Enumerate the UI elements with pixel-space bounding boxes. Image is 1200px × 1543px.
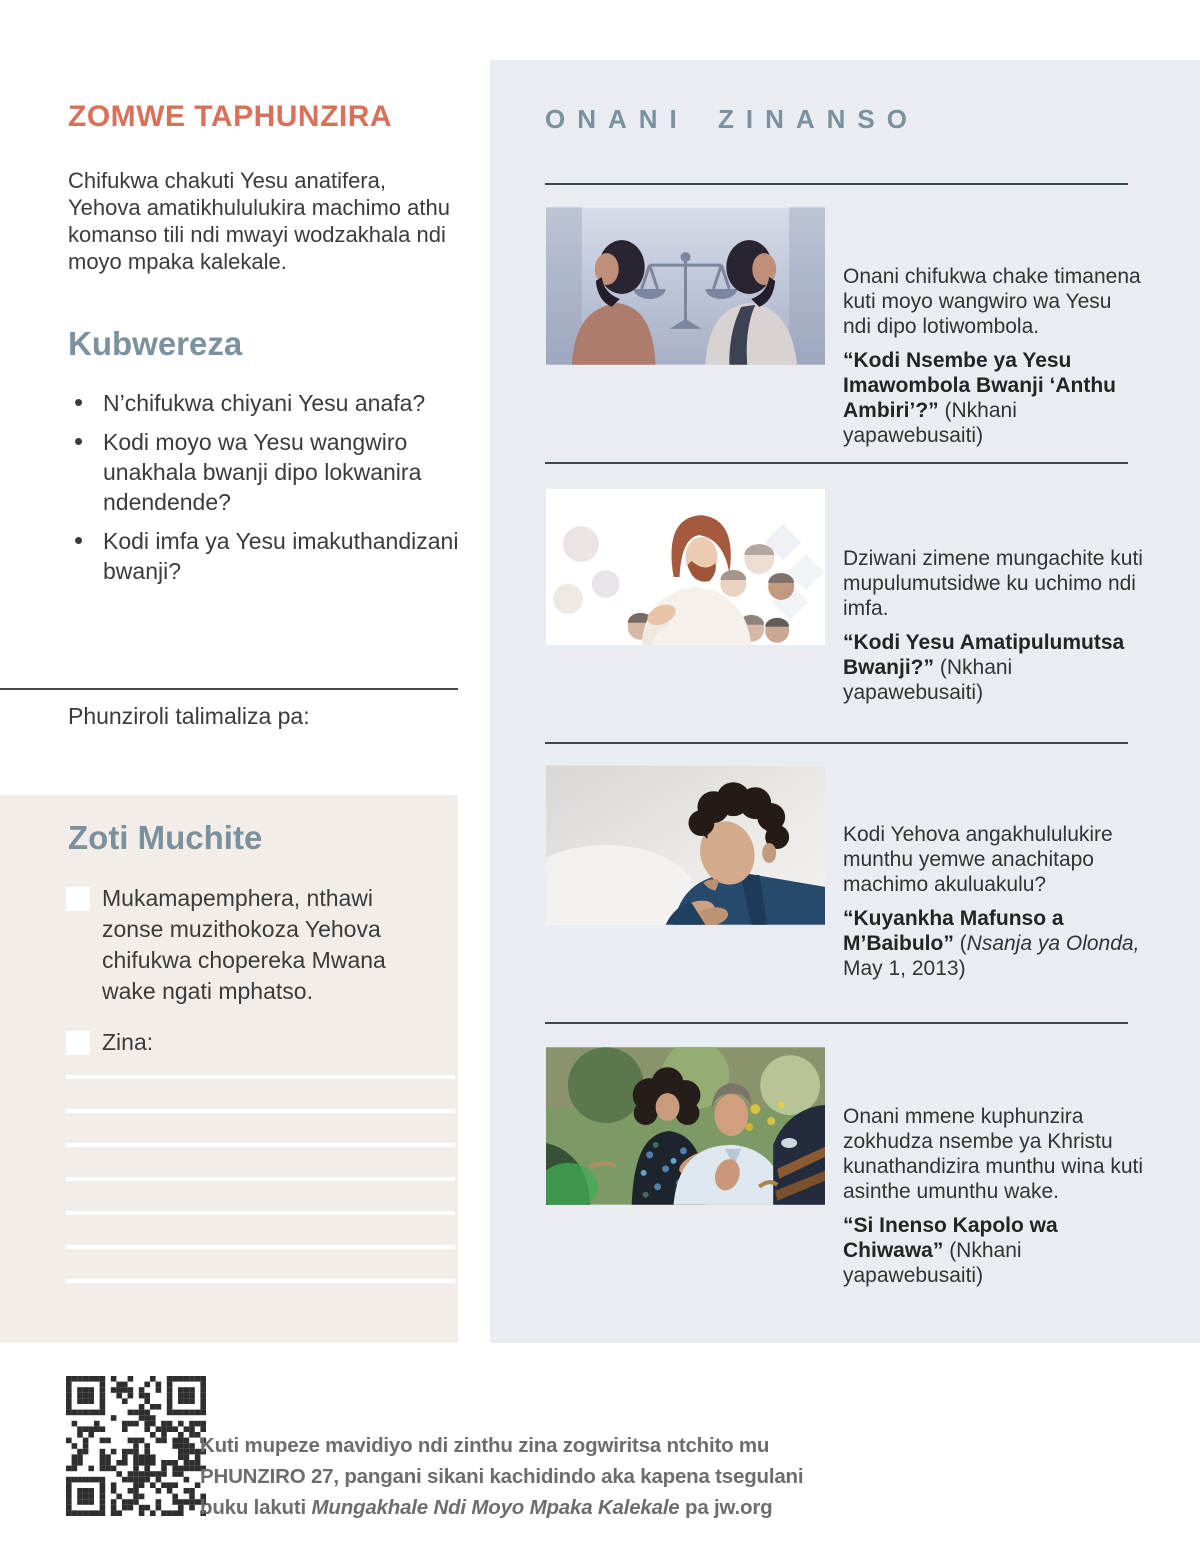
answer-line[interactable]: [66, 1279, 455, 1283]
item-description: Kodi Yehova angakhululukire munthu yemwe anachitapo machimo akuluakulu?: [843, 823, 1113, 896]
action-item-text: Zina:: [102, 1029, 154, 1055]
action-box-heading: Zoti Muchite: [68, 819, 263, 856]
lesson-summary-text: Chifukwa chakuti Yesu anatifera, Yehova amatikhululukira machimo athu komanso tili ndi mwayi wodzakhala ndi moyo mpaka kalekale.: [68, 168, 450, 274]
answer-line[interactable]: [66, 1109, 455, 1113]
completion-date-label: Phunziroli talimaliza pa:: [68, 703, 310, 729]
see-also-item: [843, 1104, 1145, 1288]
review-question: • N’chifukwa chiyani Yesu anafa?: [68, 388, 460, 418]
item-description: Onani chifukwa chake timanena kuti moyo wangwiro wa Yesu ndi dipo lotiwombola.: [843, 265, 1141, 338]
action-box: [0, 795, 458, 1343]
answer-line[interactable]: [66, 1143, 455, 1147]
item-description: Dziwani zimene mungachite kuti mupulumutsidwe ku uchimo ndi imfa.: [843, 547, 1143, 620]
left-divider: [0, 688, 458, 690]
qr-code-icon: [66, 1376, 206, 1516]
answer-line[interactable]: [66, 1075, 455, 1079]
section-divider: [545, 742, 1128, 744]
lesson-summary-heading: ZOMWE TAPHUNZIRA: [68, 100, 393, 133]
item-description: Onani mmene kuphunzira zokhudza nsembe ya Khristu kunathandizira munthu wina kuti asinthe umunthu wake.: [843, 1105, 1144, 1203]
see-also-heading: ONANI ZINANSO: [545, 104, 919, 134]
item-title: “Kodi Nsembe ya Yesu Imawombola Bwanji ‘Anthu Ambiri’?” (Nkhani yapawebusaiti): [843, 349, 1117, 447]
review-heading: Kubwereza: [68, 325, 243, 362]
section-divider: [545, 462, 1128, 464]
review-question: • Kodi imfa ya Yesu imakuthandizani bwanji?: [68, 526, 460, 586]
answer-line[interactable]: [66, 1245, 455, 1249]
see-also-item: [843, 264, 1145, 448]
review-question: • Kodi moyo wa Yesu wangwiro unakhala bwanji dipo lokwanira ndendende?: [68, 427, 460, 517]
action-item-text: Mukamapemphera, nthawi zonse muzithokoza Yehova chifukwa chopereka Mwana wake ngati mphatso.: [102, 885, 386, 1004]
checkbox-icon[interactable]: [66, 887, 90, 911]
illustration-garden-conversation: [546, 1047, 825, 1205]
checkbox-icon[interactable]: [66, 1031, 90, 1055]
action-item: [66, 883, 436, 1007]
footer-instructions: Kuti mupeze mavidiyo ndi zinthu zina zogwiritsa ntchito mu PHUNZIRO 27, pangani sikani kachidindo aka kapena tsegulani buku lakuti Mungakhale Ndi Moyo Mpaka Kalekale pa jw.org: [200, 1434, 804, 1519]
illustration-man-praying: [546, 765, 825, 925]
item-title: “Kodi Yesu Amatipulumutsa Bwanji?” (Nkhani yapawebusaiti): [843, 631, 1125, 704]
see-also-item: [843, 822, 1145, 981]
item-title: “Si Inenso Kapolo wa Chiwawa” (Nkhani yapawebusaiti): [843, 1214, 1058, 1287]
illustration-jesus-with-crowd: [546, 489, 825, 645]
answer-line[interactable]: [66, 1211, 455, 1215]
section-divider: [545, 1022, 1128, 1024]
action-item: [66, 1027, 436, 1058]
answer-line[interactable]: [66, 1177, 455, 1181]
see-also-panel: [490, 60, 1200, 1343]
see-also-item: [843, 546, 1145, 705]
item-title: “Kuyankha Mafunso a M’Baibulo” (Nsanja ya Olonda, May 1, 2013): [843, 907, 1140, 980]
review-question-list: [68, 388, 460, 595]
illustration-ransom-scales-two-men: [546, 207, 825, 365]
section-divider: [545, 183, 1128, 185]
